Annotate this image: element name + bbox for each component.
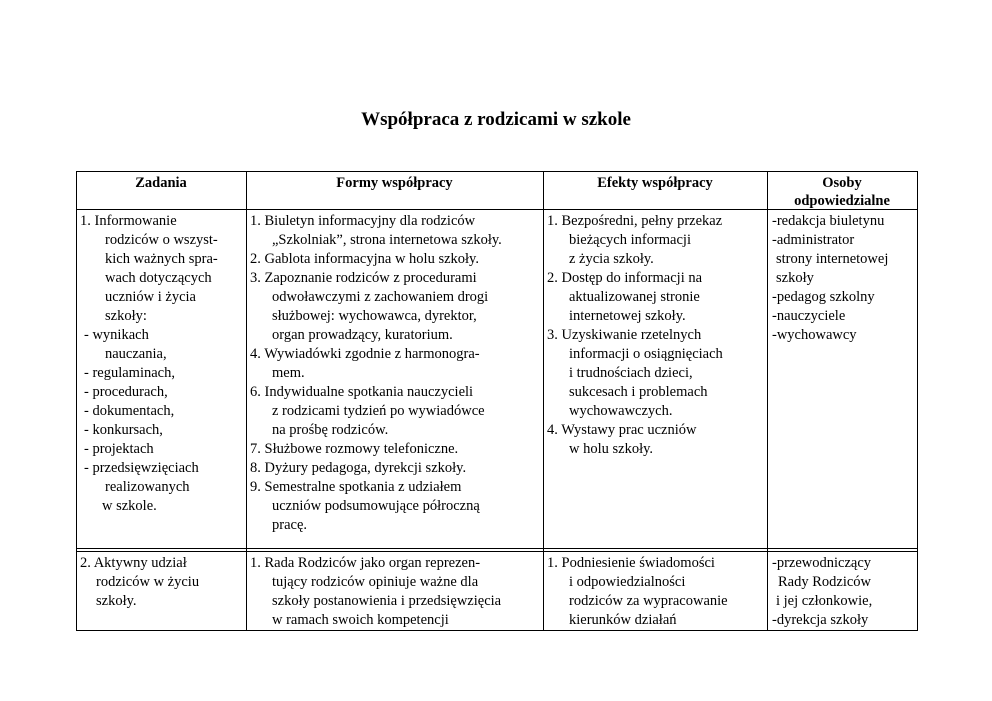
row1-task-line: realizowanych [105, 479, 190, 495]
row1-task-line: - regulaminach, [84, 365, 175, 381]
row1-form-line: na prośbę rodziców. [272, 422, 389, 438]
row2-effect-line: rodziców za wypracowanie [569, 593, 728, 609]
row1-form-line: pracę. [272, 517, 308, 533]
row1-task-line: - wynikach [84, 327, 149, 343]
row1-form-line: 1. Biuletyn informacyjny dla rodziców [250, 213, 476, 229]
row1-task-line: nauczania, [105, 346, 167, 362]
row2-person-line: Rady Rodziców [778, 574, 872, 590]
row1-effect-line: 1. Bezpośredni, pełny przekaz [547, 213, 723, 229]
row2-task-line: 2. Aktywny udział [80, 555, 187, 571]
row1-effect-line: aktualizowanej stronie [569, 289, 700, 305]
row2-person-line: i jej członkowie, [776, 593, 873, 609]
row2-top-border [76, 551, 918, 552]
col-border-left [76, 171, 77, 631]
header-osoby-line1: Osoby [822, 175, 862, 191]
row1-effect-line: 4. Wystawy prac uczniów [547, 422, 697, 438]
row2-person-line: -przewodniczący [772, 555, 872, 571]
row2-effect-line: i odpowiedzialności [569, 574, 686, 590]
row1-form-line: „Szkolniak”, strona internetowa szkoły. [272, 232, 502, 248]
row1-form-line: organ prowadzący, kuratorium. [272, 327, 453, 343]
row1-form-line: odwoławczymi z zachowaniem drogi [272, 289, 489, 305]
row1-form-line: służbowej: wychowawca, dyrektor, [272, 308, 477, 324]
row1-person-line: -pedagog szkolny [772, 289, 875, 305]
row1-task-line: - przedsięwzięciach [84, 460, 199, 476]
row1-task-line: 1. Informowanie [80, 213, 177, 229]
row1-form-line: 4. Wywiadówki zgodnie z harmonogra- [250, 346, 480, 362]
row1-form-line: uczniów podsumowujące półroczną [272, 498, 480, 514]
row1-form-line: z rodzicami tydzień po wywiadówce [272, 403, 485, 419]
table-top-border [76, 171, 918, 172]
row2-form-line: szkoły postanowienia i przedsięwzięcia [272, 593, 502, 609]
row1-task-line: w szkole. [102, 498, 157, 514]
row1-form-line: 2. Gablota informacyjna w holu szkoły. [250, 251, 479, 267]
row1-task-line: rodziców o wszyst- [105, 232, 218, 248]
row1-person-line: -administrator [772, 232, 855, 248]
col-border-1 [246, 171, 247, 631]
row1-task-line: kich ważnych spra- [105, 251, 218, 267]
row1-person-line: -redakcja biuletynu [772, 213, 885, 229]
row1-form-line: 3. Zapoznanie rodziców z procedurami [250, 270, 477, 286]
row1-person-line: szkoły [776, 270, 814, 286]
row1-form-line: 7. Służbowe rozmowy telefoniczne. [250, 441, 459, 457]
document-title: Współpraca z rodzicami w szkole [361, 109, 631, 130]
row1-bottom-border [76, 548, 918, 549]
row2-form-line: 1. Rada Rodziców jako organ reprezen- [250, 555, 481, 571]
col-border-3 [767, 171, 768, 631]
row2-form-line: w ramach swoich kompetencji [272, 612, 449, 628]
row1-effect-line: w holu szkoły. [569, 441, 654, 457]
row1-effect-line: 2. Dostęp do informacji na [547, 270, 703, 286]
row1-person-line: -nauczyciele [772, 308, 846, 324]
row1-effect-line: internetowej szkoły. [569, 308, 686, 324]
row2-effect-line: kierunków działań [569, 612, 677, 628]
row1-effect-line: informacji o osiągnięciach [569, 346, 723, 362]
col-border-right [917, 171, 918, 631]
row1-form-line: 9. Semestralne spotkania z udziałem [250, 479, 462, 495]
header-osoby-line2: odpowiedzialne [794, 193, 890, 209]
row1-task-line: - konkursach, [84, 422, 163, 438]
row1-effect-line: bieżących informacji [569, 232, 691, 248]
row1-effect-line: sukcesach i problemach [569, 384, 708, 400]
col-border-2 [543, 171, 544, 631]
header-formy: Formy współpracy [336, 175, 453, 191]
row2-form-line: tujący rodziców opiniuje ważne dla [272, 574, 479, 590]
row2-task-line: szkoły. [96, 593, 137, 609]
row1-effect-line: 3. Uzyskiwanie rzetelnych [547, 327, 702, 343]
row1-person-line: strony internetowej [776, 251, 889, 267]
row1-effect-line: wychowawczych. [569, 403, 673, 419]
row1-task-line: uczniów i życia [105, 289, 196, 305]
row2-task-line: rodziców w życiu [96, 574, 200, 590]
row1-effect-line: z życia szkoły. [569, 251, 654, 267]
row1-task-line: - projektach [84, 441, 154, 457]
header-efekty: Efekty współpracy [597, 175, 713, 191]
header-zadania: Zadania [135, 175, 187, 191]
row1-form-line: mem. [272, 365, 305, 381]
row1-task-line: wach dotyczących [105, 270, 212, 286]
row2-person-line: -dyrekcja szkoły [772, 612, 869, 628]
row1-form-line: 6. Indywidualne spotkania nauczycieli [250, 384, 474, 400]
row1-task-line: szkoły: [105, 308, 147, 324]
row1-task-line: - procedurach, [84, 384, 168, 400]
table-bottom-border [76, 630, 918, 631]
row1-form-line: 8. Dyżury pedagoga, dyrekcji szkoły. [250, 460, 467, 476]
row2-effect-line: 1. Podniesienie świadomości [547, 555, 715, 571]
row1-task-line: - dokumentach, [84, 403, 175, 419]
row1-effect-line: i trudnościach dzieci, [569, 365, 693, 381]
row1-person-line: -wychowawcy [772, 327, 857, 343]
